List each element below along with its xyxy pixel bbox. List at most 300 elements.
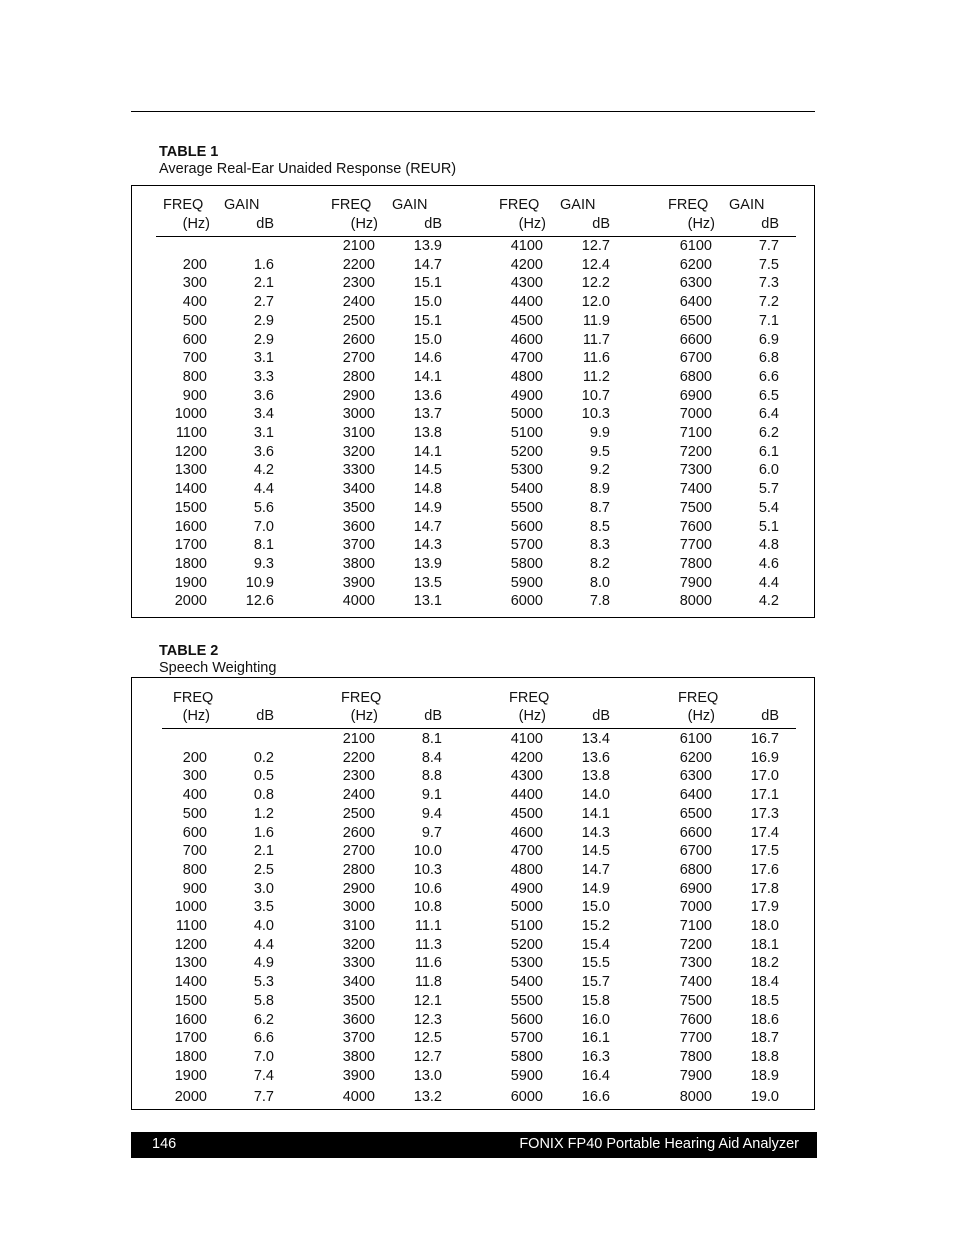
gain-cell: 4.2 bbox=[253, 462, 274, 479]
gain-cell: 13.8 bbox=[581, 768, 610, 785]
gain-cell: 6.0 bbox=[758, 462, 779, 479]
freq-cell: 4500 bbox=[510, 312, 543, 329]
freq-cell: 4600 bbox=[510, 331, 543, 348]
gain-cell: 4.0 bbox=[253, 918, 274, 934]
freq-cell: 7200 bbox=[679, 443, 712, 460]
gain-cell: 4.6 bbox=[758, 555, 779, 572]
freq-cell: 800 bbox=[182, 368, 207, 385]
gain-cell: 5.1 bbox=[758, 518, 779, 535]
freq-cell: 7500 bbox=[679, 499, 712, 516]
freq-cell: 4400 bbox=[510, 787, 543, 804]
gain-cell: 8.4 bbox=[421, 749, 442, 766]
gain-cell: 14.0 bbox=[581, 787, 610, 804]
freq-cell: 2700 bbox=[342, 843, 375, 860]
gain-cell: 2.1 bbox=[253, 275, 274, 292]
freq-cell: 6800 bbox=[679, 368, 712, 385]
freq-cell: 4100 bbox=[510, 731, 543, 747]
gain-cell: 11.1 bbox=[414, 918, 442, 934]
header-freq: FREQ bbox=[173, 690, 214, 706]
header-freq-unit: (Hz) bbox=[350, 708, 378, 724]
header-freq: FREQ bbox=[341, 690, 382, 706]
gain-cell: 13.5 bbox=[413, 574, 442, 591]
freq-cell: 900 bbox=[182, 880, 207, 897]
gain-cell: 12.0 bbox=[581, 294, 610, 311]
freq-cell: 3700 bbox=[342, 1030, 375, 1047]
header-freq-unit: (Hz) bbox=[182, 708, 210, 724]
freq-cell: 2100 bbox=[342, 238, 375, 254]
freq-cell: 7200 bbox=[679, 936, 712, 953]
freq-cell: 1900 bbox=[174, 574, 207, 591]
gain-cell: 2.9 bbox=[253, 331, 274, 348]
freq-cell: 500 bbox=[182, 312, 207, 329]
gain-cell: 3.6 bbox=[253, 443, 274, 460]
freq-cell: 7400 bbox=[679, 481, 712, 498]
gain-cell: 2.9 bbox=[253, 312, 274, 329]
freq-cell: 6000 bbox=[510, 1089, 543, 1106]
freq-cell: 1300 bbox=[174, 462, 207, 479]
freq-cell: 2500 bbox=[342, 805, 375, 822]
gain-cell: 18.9 bbox=[750, 1067, 779, 1084]
freq-cell: 3900 bbox=[342, 574, 375, 591]
gain-cell: 9.4 bbox=[421, 805, 442, 822]
gain-cell: 2.5 bbox=[253, 861, 274, 878]
freq-cell: 4100 bbox=[510, 238, 543, 254]
freq-cell: 5600 bbox=[510, 518, 543, 535]
freq-cell: 4800 bbox=[510, 368, 543, 385]
freq-cell: 7700 bbox=[679, 537, 712, 554]
header-freq-unit: (Hz) bbox=[182, 216, 210, 232]
table2-subtitle: Speech Weighting bbox=[159, 660, 277, 676]
page-footer bbox=[131, 1132, 817, 1158]
gain-cell: 10.0 bbox=[413, 843, 442, 860]
header-rule bbox=[162, 728, 796, 729]
header-gain-unit: dB bbox=[256, 708, 274, 724]
gain-cell: 7.7 bbox=[253, 1089, 274, 1106]
gain-cell: 0.5 bbox=[253, 768, 274, 785]
gain-cell: 8.8 bbox=[421, 768, 442, 785]
freq-cell: 6200 bbox=[679, 256, 712, 273]
header-freq-unit: (Hz) bbox=[350, 216, 378, 232]
freq-cell: 2800 bbox=[342, 368, 375, 385]
freq-cell: 1500 bbox=[174, 499, 207, 516]
gain-cell: 0.8 bbox=[253, 787, 274, 804]
freq-cell: 1400 bbox=[174, 481, 207, 498]
gain-cell: 17.5 bbox=[750, 843, 779, 860]
freq-cell: 3800 bbox=[342, 1048, 375, 1065]
freq-cell: 1100 bbox=[175, 425, 207, 441]
gain-cell: 2.7 bbox=[253, 294, 274, 311]
freq-cell: 4700 bbox=[510, 843, 543, 860]
gain-cell: 5.6 bbox=[253, 499, 274, 516]
header-freq-unit: (Hz) bbox=[687, 216, 715, 232]
freq-cell: 1200 bbox=[174, 443, 207, 460]
gain-cell: 18.5 bbox=[750, 992, 779, 1009]
freq-cell: 5200 bbox=[510, 936, 543, 953]
freq-cell: 5500 bbox=[510, 499, 543, 516]
gain-cell: 9.1 bbox=[421, 787, 442, 804]
freq-cell: 500 bbox=[182, 805, 207, 822]
gain-cell: 18.8 bbox=[750, 1048, 779, 1065]
freq-cell: 6900 bbox=[679, 880, 712, 897]
top-rule bbox=[131, 111, 815, 112]
gain-cell: 16.0 bbox=[581, 1011, 610, 1028]
freq-cell: 7500 bbox=[679, 992, 712, 1009]
header-freq-unit: (Hz) bbox=[687, 708, 715, 724]
header-gain: GAIN bbox=[560, 197, 596, 213]
freq-cell: 7300 bbox=[679, 462, 712, 479]
gain-cell: 4.8 bbox=[758, 537, 779, 554]
gain-cell: 15.5 bbox=[581, 955, 610, 972]
table1-title: TABLE 1 bbox=[159, 144, 219, 160]
freq-cell: 1600 bbox=[174, 518, 207, 535]
freq-cell: 4300 bbox=[510, 768, 543, 785]
header-freq: FREQ bbox=[499, 197, 540, 213]
freq-cell: 3500 bbox=[342, 992, 375, 1009]
gain-cell: 3.3 bbox=[253, 368, 274, 385]
gain-cell: 6.2 bbox=[253, 1011, 274, 1028]
freq-cell: 4000 bbox=[342, 593, 375, 610]
freq-cell: 5800 bbox=[510, 555, 543, 572]
table1-box bbox=[131, 185, 815, 618]
freq-cell: 2300 bbox=[342, 768, 375, 785]
freq-cell: 5200 bbox=[510, 443, 543, 460]
freq-cell: 700 bbox=[182, 843, 207, 860]
freq-cell: 7000 bbox=[679, 406, 712, 423]
gain-cell: 11.2 bbox=[582, 368, 610, 385]
gain-cell: 8.9 bbox=[589, 481, 610, 498]
gain-cell: 13.7 bbox=[413, 406, 442, 423]
freq-cell: 4400 bbox=[510, 294, 543, 311]
gain-cell: 3.1 bbox=[253, 350, 274, 367]
freq-cell: 5900 bbox=[510, 574, 543, 591]
freq-cell: 3900 bbox=[342, 1067, 375, 1084]
gain-cell: 9.3 bbox=[253, 555, 274, 572]
gain-cell: 14.3 bbox=[413, 537, 442, 554]
gain-cell: 1.6 bbox=[253, 824, 274, 841]
header-freq-unit: (Hz) bbox=[518, 708, 546, 724]
gain-cell: 6.4 bbox=[758, 406, 779, 423]
freq-cell: 2000 bbox=[174, 593, 207, 610]
freq-cell: 4900 bbox=[510, 387, 543, 404]
header-freq: FREQ bbox=[163, 197, 204, 213]
freq-cell: 6800 bbox=[679, 861, 712, 878]
gain-cell: 17.0 bbox=[750, 768, 779, 785]
gain-cell: 14.9 bbox=[413, 499, 442, 516]
freq-cell: 1000 bbox=[174, 899, 207, 916]
freq-cell: 1200 bbox=[174, 936, 207, 953]
gain-cell: 1.2 bbox=[253, 805, 274, 822]
freq-cell: 7400 bbox=[679, 974, 712, 991]
freq-cell: 7600 bbox=[679, 1011, 712, 1028]
gain-cell: 15.0 bbox=[581, 899, 610, 916]
gain-cell: 9.2 bbox=[589, 462, 610, 479]
freq-cell: 1900 bbox=[174, 1067, 207, 1084]
freq-cell: 2900 bbox=[342, 880, 375, 897]
header-rule bbox=[156, 236, 796, 237]
gain-cell: 12.5 bbox=[413, 1030, 442, 1047]
freq-cell: 2300 bbox=[342, 275, 375, 292]
gain-cell: 13.1 bbox=[413, 593, 442, 610]
freq-cell: 1300 bbox=[174, 955, 207, 972]
gain-cell: 16.7 bbox=[750, 731, 779, 747]
gain-cell: 5.4 bbox=[758, 499, 779, 516]
gain-cell: 7.1 bbox=[758, 312, 779, 329]
gain-cell: 4.4 bbox=[253, 936, 274, 953]
freq-cell: 6100 bbox=[679, 238, 712, 254]
gain-cell: 8.1 bbox=[253, 537, 274, 554]
gain-cell: 14.1 bbox=[581, 805, 610, 822]
freq-cell: 8000 bbox=[679, 593, 712, 610]
gain-cell: 10.9 bbox=[245, 574, 274, 591]
table2-box bbox=[131, 677, 815, 1110]
gain-cell: 4.4 bbox=[758, 574, 779, 591]
gain-cell: 15.1 bbox=[413, 312, 442, 329]
freq-cell: 7300 bbox=[679, 955, 712, 972]
gain-cell: 15.8 bbox=[581, 992, 610, 1009]
gain-cell: 18.7 bbox=[750, 1030, 779, 1047]
freq-cell: 800 bbox=[182, 861, 207, 878]
gain-cell: 8.0 bbox=[589, 574, 610, 591]
gain-cell: 8.1 bbox=[421, 731, 442, 747]
header-gain-unit: dB bbox=[424, 708, 442, 724]
freq-cell: 2900 bbox=[342, 387, 375, 404]
freq-cell: 5500 bbox=[510, 992, 543, 1009]
gain-cell: 7.4 bbox=[253, 1067, 274, 1084]
freq-cell: 5600 bbox=[510, 1011, 543, 1028]
gain-cell: 19.0 bbox=[750, 1089, 779, 1106]
gain-cell: 16.1 bbox=[581, 1030, 610, 1047]
table2-title: TABLE 2 bbox=[159, 643, 219, 659]
header-gain-unit: dB bbox=[761, 708, 779, 724]
freq-cell: 5300 bbox=[510, 462, 543, 479]
gain-cell: 7.8 bbox=[589, 593, 610, 610]
gain-cell: 7.3 bbox=[758, 275, 779, 292]
header-gain-unit: dB bbox=[592, 708, 610, 724]
freq-cell: 7800 bbox=[679, 555, 712, 572]
freq-cell: 3600 bbox=[342, 1011, 375, 1028]
header-freq: FREQ bbox=[509, 690, 550, 706]
freq-cell: 6100 bbox=[679, 731, 712, 747]
freq-cell: 6300 bbox=[679, 768, 712, 785]
gain-cell: 5.8 bbox=[253, 992, 274, 1009]
freq-cell: 6700 bbox=[679, 350, 712, 367]
gain-cell: 18.1 bbox=[750, 936, 779, 953]
freq-cell: 3000 bbox=[342, 406, 375, 423]
gain-cell: 12.4 bbox=[581, 256, 610, 273]
gain-cell: 14.8 bbox=[413, 481, 442, 498]
freq-cell: 4300 bbox=[510, 275, 543, 292]
gain-cell: 3.5 bbox=[253, 899, 274, 916]
gain-cell: 14.1 bbox=[413, 368, 442, 385]
gain-cell: 15.4 bbox=[581, 936, 610, 953]
freq-cell: 4600 bbox=[510, 824, 543, 841]
freq-cell: 5100 bbox=[510, 918, 543, 934]
gain-cell: 18.4 bbox=[750, 974, 779, 991]
freq-cell: 5400 bbox=[510, 481, 543, 498]
freq-cell: 7100 bbox=[679, 425, 712, 441]
gain-cell: 3.4 bbox=[253, 406, 274, 423]
gain-cell: 14.7 bbox=[413, 256, 442, 273]
gain-cell: 16.6 bbox=[581, 1089, 610, 1106]
gain-cell: 11.9 bbox=[582, 312, 610, 329]
freq-cell: 600 bbox=[182, 824, 207, 841]
gain-cell: 9.9 bbox=[589, 425, 610, 441]
freq-cell: 200 bbox=[182, 749, 207, 766]
gain-cell: 10.6 bbox=[413, 880, 442, 897]
gain-cell: 17.1 bbox=[750, 787, 779, 804]
freq-cell: 5000 bbox=[510, 899, 543, 916]
gain-cell: 16.9 bbox=[750, 749, 779, 766]
freq-cell: 2700 bbox=[342, 350, 375, 367]
gain-cell: 14.7 bbox=[413, 518, 442, 535]
freq-cell: 2800 bbox=[342, 861, 375, 878]
freq-cell: 3300 bbox=[342, 955, 375, 972]
freq-cell: 3200 bbox=[342, 936, 375, 953]
gain-cell: 14.6 bbox=[413, 350, 442, 367]
gain-cell: 14.5 bbox=[413, 462, 442, 479]
freq-cell: 3300 bbox=[342, 462, 375, 479]
freq-cell: 5700 bbox=[510, 537, 543, 554]
freq-cell: 3700 bbox=[342, 537, 375, 554]
freq-cell: 1800 bbox=[174, 1048, 207, 1065]
freq-cell: 5300 bbox=[510, 955, 543, 972]
freq-cell: 2400 bbox=[342, 294, 375, 311]
freq-cell: 7700 bbox=[679, 1030, 712, 1047]
gain-cell: 16.4 bbox=[581, 1067, 610, 1084]
gain-cell: 14.9 bbox=[581, 880, 610, 897]
freq-cell: 5100 bbox=[510, 425, 543, 441]
gain-cell: 6.2 bbox=[758, 425, 779, 441]
freq-cell: 200 bbox=[182, 256, 207, 273]
gain-cell: 13.8 bbox=[413, 425, 442, 441]
freq-cell: 2000 bbox=[174, 1089, 207, 1106]
gain-cell: 10.3 bbox=[581, 406, 610, 423]
freq-cell: 1700 bbox=[174, 1030, 207, 1047]
freq-cell: 4800 bbox=[510, 861, 543, 878]
page-number: 146 bbox=[152, 1136, 177, 1152]
gain-cell: 7.5 bbox=[758, 256, 779, 273]
header-gain-unit: dB bbox=[424, 216, 442, 232]
freq-cell: 1100 bbox=[175, 918, 207, 934]
freq-cell: 2600 bbox=[342, 331, 375, 348]
gain-cell: 11.8 bbox=[414, 974, 442, 991]
gain-cell: 16.3 bbox=[581, 1048, 610, 1065]
freq-cell: 900 bbox=[182, 387, 207, 404]
gain-cell: 3.0 bbox=[253, 880, 274, 897]
gain-cell: 14.5 bbox=[581, 843, 610, 860]
gain-cell: 11.7 bbox=[582, 331, 610, 348]
gain-cell: 17.9 bbox=[750, 899, 779, 916]
gain-cell: 13.9 bbox=[413, 238, 442, 254]
header-gain: GAIN bbox=[224, 197, 260, 213]
freq-cell: 4500 bbox=[510, 805, 543, 822]
freq-cell: 4200 bbox=[510, 749, 543, 766]
freq-cell: 300 bbox=[182, 768, 207, 785]
freq-cell: 6500 bbox=[679, 805, 712, 822]
gain-cell: 8.2 bbox=[589, 555, 610, 572]
gain-cell: 6.9 bbox=[758, 331, 779, 348]
gain-cell: 15.0 bbox=[413, 294, 442, 311]
gain-cell: 10.8 bbox=[413, 899, 442, 916]
gain-cell: 18.0 bbox=[750, 918, 779, 934]
freq-cell: 5800 bbox=[510, 1048, 543, 1065]
gain-cell: 11.6 bbox=[414, 955, 442, 972]
freq-cell: 3000 bbox=[342, 899, 375, 916]
freq-cell: 2200 bbox=[342, 749, 375, 766]
gain-cell: 13.6 bbox=[413, 387, 442, 404]
gain-cell: 0.2 bbox=[253, 749, 274, 766]
gain-cell: 10.7 bbox=[581, 387, 610, 404]
header-gain-unit: dB bbox=[256, 216, 274, 232]
gain-cell: 15.2 bbox=[581, 918, 610, 934]
header-freq: FREQ bbox=[331, 197, 372, 213]
gain-cell: 15.7 bbox=[581, 974, 610, 991]
freq-cell: 400 bbox=[182, 294, 207, 311]
freq-cell: 5900 bbox=[510, 1067, 543, 1084]
freq-cell: 1800 bbox=[174, 555, 207, 572]
gain-cell: 4.9 bbox=[253, 955, 274, 972]
gain-cell: 5.3 bbox=[253, 974, 274, 991]
freq-cell: 4700 bbox=[510, 350, 543, 367]
gain-cell: 14.1 bbox=[413, 443, 442, 460]
header-gain-unit: dB bbox=[761, 216, 779, 232]
freq-cell: 1500 bbox=[174, 992, 207, 1009]
gain-cell: 17.6 bbox=[750, 861, 779, 878]
freq-cell: 3400 bbox=[342, 481, 375, 498]
gain-cell: 6.8 bbox=[758, 350, 779, 367]
freq-cell: 5000 bbox=[510, 406, 543, 423]
gain-cell: 6.6 bbox=[253, 1030, 274, 1047]
gain-cell: 7.0 bbox=[253, 518, 274, 535]
freq-cell: 300 bbox=[182, 275, 207, 292]
freq-cell: 3600 bbox=[342, 518, 375, 535]
gain-cell: 13.9 bbox=[413, 555, 442, 572]
gain-cell: 13.0 bbox=[413, 1067, 442, 1084]
freq-cell: 7000 bbox=[679, 899, 712, 916]
gain-cell: 10.3 bbox=[413, 861, 442, 878]
freq-cell: 2400 bbox=[342, 787, 375, 804]
freq-cell: 1000 bbox=[174, 406, 207, 423]
gain-cell: 18.6 bbox=[750, 1011, 779, 1028]
freq-cell: 2500 bbox=[342, 312, 375, 329]
gain-cell: 3.6 bbox=[253, 387, 274, 404]
header-freq-unit: (Hz) bbox=[518, 216, 546, 232]
freq-cell: 4000 bbox=[342, 1089, 375, 1106]
freq-cell: 3200 bbox=[342, 443, 375, 460]
freq-cell: 6900 bbox=[679, 387, 712, 404]
freq-cell: 7600 bbox=[679, 518, 712, 535]
freq-cell: 6500 bbox=[679, 312, 712, 329]
freq-cell: 3100 bbox=[342, 425, 375, 441]
gain-cell: 9.7 bbox=[421, 824, 442, 841]
gain-cell: 12.7 bbox=[413, 1048, 442, 1065]
gain-cell: 17.4 bbox=[750, 824, 779, 841]
gain-cell: 11.6 bbox=[582, 350, 610, 367]
gain-cell: 8.3 bbox=[589, 537, 610, 554]
freq-cell: 7900 bbox=[679, 1067, 712, 1084]
table1-subtitle: Average Real-Ear Unaided Response (REUR) bbox=[159, 161, 457, 177]
freq-cell: 4900 bbox=[510, 880, 543, 897]
gain-cell: 4.2 bbox=[758, 593, 779, 610]
header-freq: FREQ bbox=[668, 197, 709, 213]
gain-cell: 6.1 bbox=[758, 443, 779, 460]
freq-cell: 400 bbox=[182, 787, 207, 804]
gain-cell: 17.3 bbox=[750, 805, 779, 822]
gain-cell: 12.7 bbox=[581, 238, 610, 254]
gain-cell: 7.0 bbox=[253, 1048, 274, 1065]
gain-cell: 13.4 bbox=[581, 731, 610, 747]
freq-cell: 4200 bbox=[510, 256, 543, 273]
